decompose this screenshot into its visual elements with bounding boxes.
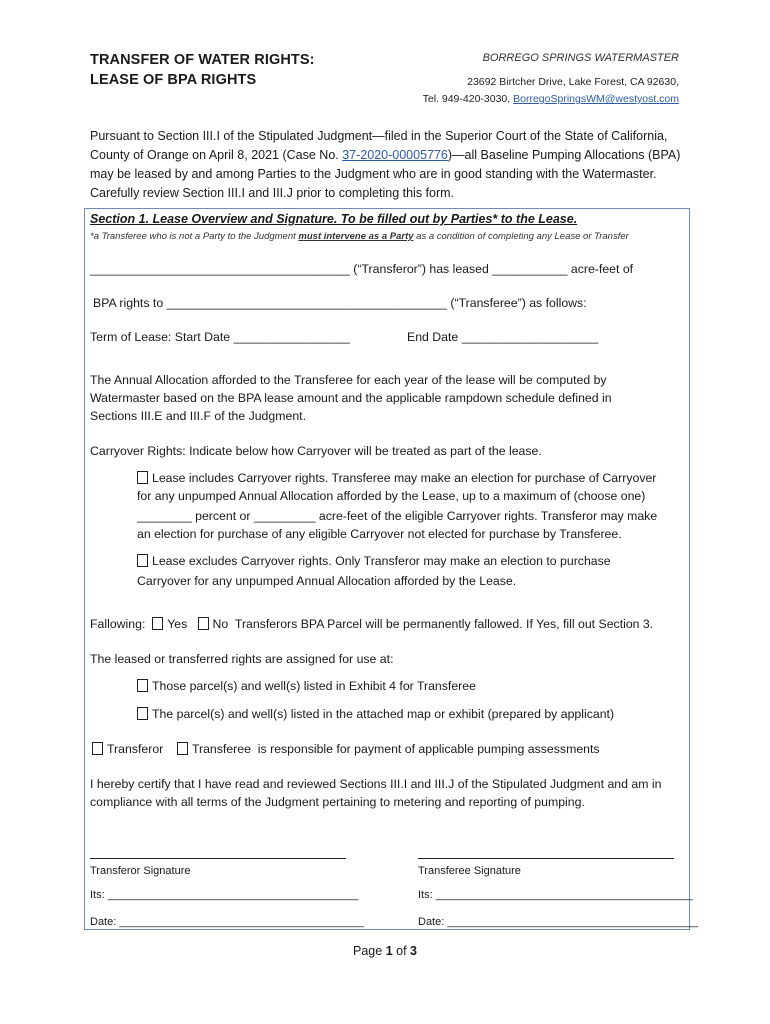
org-contact bbox=[423, 93, 679, 105]
org-address: 23692 Birtcher Drive, Lake Forest, CA 92630, bbox=[467, 76, 679, 88]
carryover-exclude-text-1: Lease excludes Carryover rights. Only Transferor may make an election to purchase bbox=[152, 554, 611, 568]
fallowing-row bbox=[90, 617, 653, 631]
fallowing-yes-checkbox[interactable] bbox=[152, 617, 163, 630]
org-email-link[interactable]: BorregoSpringsWM@westyost.com bbox=[513, 93, 679, 105]
term-end-date[interactable]: End Date ____________________ bbox=[407, 330, 599, 344]
page-footer bbox=[353, 944, 417, 958]
pay-transferor-label: Transferor bbox=[107, 742, 164, 756]
fallowing-label: Fallowing: bbox=[90, 617, 146, 631]
org-name: BORREGO SPRINGS WATERMASTER bbox=[482, 52, 679, 64]
page-word: Page bbox=[353, 944, 383, 958]
section-1-box bbox=[84, 208, 690, 930]
of-word: of bbox=[396, 944, 407, 958]
title-line-2: LEASE OF BPA RIGHTS bbox=[90, 72, 257, 88]
transferee-signature-line[interactable] bbox=[418, 858, 674, 859]
transferor-line[interactable]: ______________________________________ (“Transferor”) has leased ___________ acre-feet of bbox=[90, 262, 634, 276]
note-text-end: as a condition of completing any Lease or Transfer bbox=[413, 231, 629, 242]
transferee-signature-label: Transferee Signature bbox=[418, 865, 521, 877]
carryover-include-checkbox[interactable] bbox=[137, 471, 148, 484]
note-emphasis: must intervene as a Party bbox=[298, 231, 414, 242]
annual-allocation-line-1: The Annual Allocation afforded to the Transferee for each year of the lease will be computed by bbox=[90, 373, 607, 387]
assigned-option-1 bbox=[137, 679, 476, 693]
case-number-link[interactable]: 37-2020-00005776 bbox=[342, 148, 448, 162]
payment-row bbox=[92, 742, 600, 756]
annual-allocation-line-2: Watermaster based on the BPA lease amount and the applicable rampdown schedule defined in bbox=[90, 391, 612, 405]
carryover-include-text-1: Lease includes Carryover rights. Transferee may make an election for purchase of Carryover bbox=[152, 471, 657, 485]
fallowing-no-checkbox[interactable] bbox=[198, 617, 209, 630]
assigned-option-2-text: The parcel(s) and well(s) listed in the attached map or exhibit (prepared by applicant) bbox=[152, 707, 615, 721]
section-1-note bbox=[90, 231, 629, 242]
intro-paragraph bbox=[90, 127, 682, 203]
assigned-option-2-checkbox[interactable] bbox=[137, 707, 148, 720]
certify-line-2: compliance with all terms of the Judgment pertaining to metering and reporting of pumping. bbox=[90, 795, 585, 809]
certify-line-1: I hereby certify that I have read and reviewed Sections III.I and III.J of the Stipulated Judgment and am in bbox=[90, 777, 662, 791]
pay-transferor-checkbox[interactable] bbox=[92, 742, 103, 755]
assigned-option-1-text: Those parcel(s) and well(s) listed in Exhibit 4 for Transferee bbox=[152, 679, 476, 693]
page-number: 1 bbox=[385, 944, 393, 958]
fallowing-no-label: No bbox=[212, 617, 229, 631]
carryover-exclude-checkbox[interactable] bbox=[137, 554, 148, 567]
pay-transferee-label: Transferee bbox=[191, 742, 251, 756]
carryover-include-text-2: for any unpumped Annual Allocation afforded by the Lease, up to a maximum of (choose one) bbox=[137, 489, 646, 503]
transferee-its-field[interactable]: Its: __________________________________________ bbox=[418, 889, 693, 901]
carryover-exclude-text-2: Carryover for any unpumped Annual Allocation afforded by the Lease. bbox=[137, 574, 517, 588]
fallowing-yes-label: Yes bbox=[167, 617, 188, 631]
transferee-date-field[interactable]: Date: _________________________________________ bbox=[418, 916, 699, 928]
intro-text-after: )—all Baseline Pumping Allocations (BPA) may be leased by and among Parties to the Judgment who are in good standing with the Watermaster. Carefully review Section III.I and III.J prior to completing this form. bbox=[90, 148, 681, 200]
transferee-line[interactable]: BPA rights to _________________________________________ (“Transferee”) as follows: bbox=[93, 296, 587, 310]
assigned-option-1-checkbox[interactable] bbox=[137, 679, 148, 692]
carryover-intro: Carryover Rights: Indicate below how Carryover will be treated as part of the lease. bbox=[90, 444, 542, 458]
org-tel: Tel. 949-420-3030, bbox=[422, 93, 511, 105]
title-line-1: TRANSFER OF WATER RIGHTS: bbox=[90, 52, 315, 68]
transferor-its-field[interactable]: Its: _________________________________________ bbox=[90, 889, 359, 901]
pay-text: is responsible for payment of applicable pumping assessments bbox=[257, 742, 600, 756]
section-1-title: Section 1. Lease Overview and Signature. To be filled out by Parties* to the Lease. bbox=[90, 212, 578, 226]
transferor-signature-label: Transferor Signature bbox=[90, 865, 191, 877]
transferor-signature-line[interactable] bbox=[90, 858, 346, 859]
carryover-exclude-option bbox=[137, 554, 611, 568]
fallowing-text: Transferors BPA Parcel will be permanently fallowed. If Yes, fill out Section 3. bbox=[234, 617, 654, 631]
carryover-include-option bbox=[137, 471, 656, 485]
annual-allocation-line-3: Sections III.E and III.F of the Judgment. bbox=[90, 409, 306, 423]
carryover-include-text-3[interactable]: ________ percent or _________ acre-feet of the eligible Carryover rights. Transferor may make bbox=[137, 509, 658, 523]
term-start-date[interactable]: Term of Lease: Start Date _________________ bbox=[90, 330, 350, 344]
intro-text-before: Pursuant to Section III.I of the Stipulated Judgment—filed in the Superior Court of the State of California, County of Orange on April 8, 2021 (Case No. bbox=[90, 129, 668, 162]
assigned-intro: The leased or transferred rights are assigned for use at: bbox=[90, 652, 394, 666]
note-text: *a Transferee who is not a Party to the Judgment bbox=[90, 231, 299, 242]
page-total: 3 bbox=[410, 944, 417, 958]
assigned-option-2 bbox=[137, 707, 614, 721]
pay-transferee-checkbox[interactable] bbox=[177, 742, 188, 755]
carryover-include-text-4: an election for purchase of any eligible Carryover not elected for purchase by Transferee. bbox=[137, 527, 622, 541]
transferor-date-field[interactable]: Date: ________________________________________ bbox=[90, 916, 365, 928]
